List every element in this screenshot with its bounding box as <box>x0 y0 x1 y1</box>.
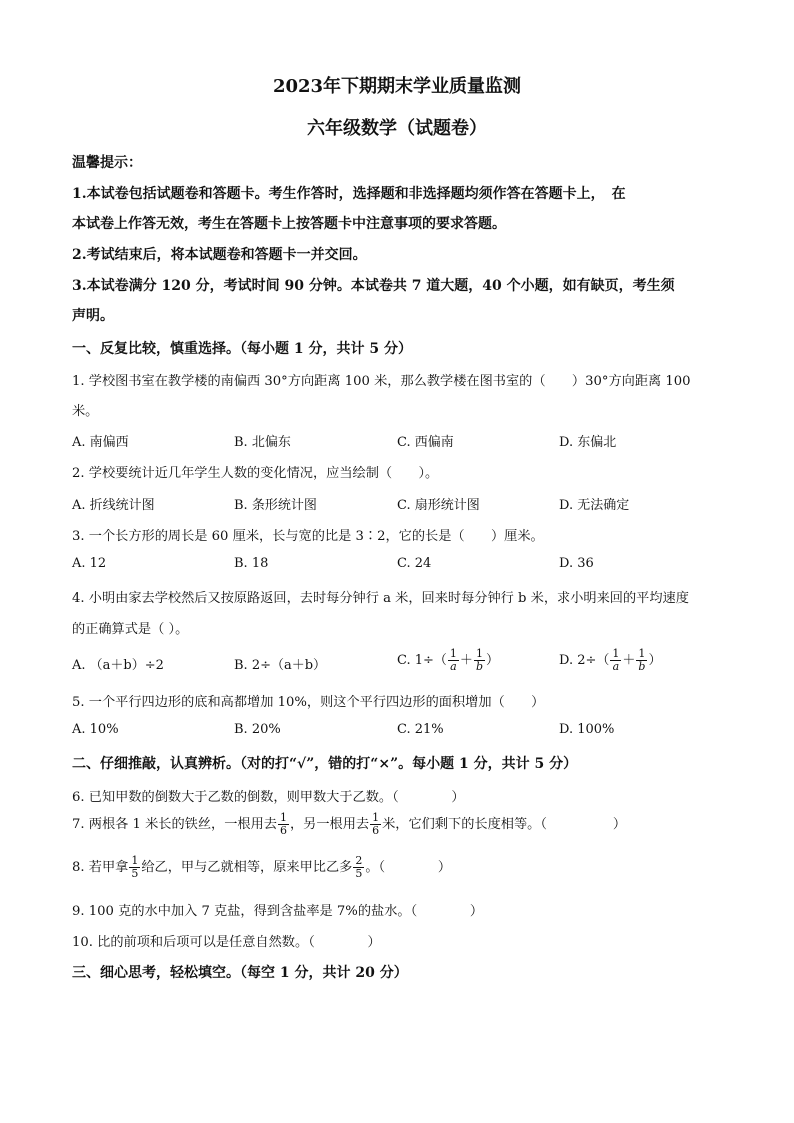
numerator: 1 <box>372 811 380 824</box>
notice-item-1-cont: 本试卷上作答无效，考生在答题卡上按答题卡中注意事项的要求答题。 <box>72 216 506 232</box>
question-3-options <box>72 556 732 576</box>
question-7-part-3: 米，它们剩下的长度相等。（ ） <box>382 817 627 832</box>
option-c: C. 扇形统计图 <box>397 498 480 513</box>
numerator: 1 <box>612 647 620 660</box>
question-8-part-1: 8. 若甲拿 <box>72 860 129 875</box>
question-8-part-3: 。（ ） <box>365 860 452 875</box>
option-c: C. 21% <box>397 722 444 737</box>
denominator: 5 <box>355 867 363 880</box>
option-a: A. 折线统计图 <box>72 498 155 513</box>
option-b: B. 18 <box>234 556 269 571</box>
option-a: A. 10% <box>72 722 119 737</box>
option-d: D. 36 <box>559 556 594 571</box>
section-3-heading: 三、细心思考，轻松填空。（每空 1 分，共计 20 分） <box>72 965 408 981</box>
numerator: 2 <box>355 854 363 867</box>
notice-item-2: 2.考试结束后，将本试题卷和答题卡一并交回。 <box>72 247 367 263</box>
denominator: 5 <box>131 867 139 880</box>
section-2-heading: 二、仔细推敲，认真辨析。（对的打“√”，错的打“×”。每小题 1 分，共计 5 分） <box>72 756 578 772</box>
fraction-one-sixth <box>278 812 289 837</box>
numerator: 1 <box>475 647 483 660</box>
exam-subtitle: 六年级数学（试题卷） <box>307 118 487 139</box>
question-5-text: 5. 一个平行四边形的底和高都增加 10%，则这个平行四边形的面积增加（ ） <box>72 695 545 710</box>
option-d: D. 100% <box>559 722 615 737</box>
question-1-options <box>72 431 732 451</box>
denominator: a <box>450 660 457 673</box>
fraction-one-over-b <box>474 648 485 673</box>
fraction-one-sixth <box>370 812 381 837</box>
option-c <box>397 648 499 673</box>
exam-title: 2023年下期期末学业质量监测 <box>272 76 522 97</box>
fraction-one-fifth <box>129 855 140 880</box>
denominator: b <box>638 660 646 673</box>
option-d-prefix: D. 2÷（ <box>559 653 610 668</box>
option-a: A. 南偏西 <box>72 435 129 450</box>
notice-item-3: 3.本试卷满分 120 分，考试时间 90 分钟。本试卷共 7 道大题，40 个小题，如有缺页，考生须 <box>72 278 675 294</box>
question-4-text-cont: 的正确算式是（ ）。 <box>72 622 189 637</box>
option-c: C. 24 <box>397 556 432 571</box>
option-d: D. 无法确定 <box>559 498 630 513</box>
denominator: a <box>612 660 620 673</box>
close-paren: ） <box>485 653 499 668</box>
option-c-prefix: C. 1÷（ <box>397 653 447 668</box>
numerator: 1 <box>638 647 646 660</box>
question-2-options <box>72 494 732 514</box>
question-7-text <box>72 812 732 846</box>
option-b: B. 北偏东 <box>234 435 291 450</box>
option-d <box>559 648 661 673</box>
numerator: 1 <box>280 811 287 824</box>
notice-label: 温馨提示： <box>72 155 142 171</box>
question-7-part-1: 7. 两根各 1 米长的铁丝，一根用去 <box>72 817 277 832</box>
option-b: B. 2÷（a＋b） <box>234 658 327 673</box>
option-c: C. 西偏南 <box>397 435 454 450</box>
fraction-one-over-b <box>636 648 647 673</box>
question-10-text: 10. 比的前项和后项可以是任意自然数。（ ） <box>72 935 381 950</box>
fraction-two-fifths <box>353 855 364 880</box>
question-5-options <box>72 722 732 742</box>
option-a: A. （a＋b）÷2 <box>72 658 164 673</box>
question-9-text: 9. 100 克的水中加入 7 克盐，得到含盐率是 7%的盐水。（ ） <box>72 904 484 919</box>
question-3-text: 3. 一个长方形的周长是 60 厘米，长与宽的比是 3∶2，它的长是（ ）厘米。 <box>72 529 544 544</box>
question-8-part-2: 给乙，甲与乙就相等，原来甲比乙多 <box>141 860 353 875</box>
denominator: 6 <box>372 824 380 837</box>
plus-sign: ＋ <box>459 653 473 668</box>
denominator: b <box>475 660 483 673</box>
fraction-one-over-a <box>448 648 459 673</box>
notice-item-3-cont: 声明。 <box>72 308 114 324</box>
section-1-heading: 一、反复比较，慎重选择。（每小题 1 分，共计 5 分） <box>72 341 412 357</box>
question-7-part-2: ，另一根用去 <box>290 817 370 832</box>
plus-sign: ＋ <box>622 653 636 668</box>
option-b: B. 20% <box>234 722 281 737</box>
numerator: 1 <box>449 647 457 660</box>
close-paren: ） <box>648 653 662 668</box>
notice-item-1: 1.本试卷包括试题卷和答题卡。考生作答时，选择题和非选择题均须作答在答题卡上， 在 <box>72 186 626 202</box>
fraction-one-over-a <box>610 648 621 673</box>
question-8-text <box>72 855 732 889</box>
option-d: D. 东偏北 <box>559 435 617 450</box>
question-1-text: 1. 学校图书室在教学楼的南偏西 30°方向距离 100 米，那么教学楼在图书室的（ ）30°方向距离 100 <box>72 374 691 389</box>
question-4-text: 4. 小明由家去学校然后又按原路返回，去时每分钟行 a 米，回来时每分钟行 b 米，求小明来回的平均速度 <box>72 591 689 606</box>
question-4-options <box>72 648 732 680</box>
option-a: A. 12 <box>72 556 107 571</box>
denominator: 6 <box>280 824 287 837</box>
numerator: 1 <box>131 854 139 867</box>
question-2-text: 2. 学校要统计近几年学生人数的变化情况，应当绘制（ ）。 <box>72 466 439 481</box>
option-b: B. 条形统计图 <box>234 498 317 513</box>
question-1-text-cont: 米。 <box>72 404 99 419</box>
question-6-text: 6. 已知甲数的倒数大于乙数的倒数，则甲数大于乙数。（ ） <box>72 790 465 805</box>
